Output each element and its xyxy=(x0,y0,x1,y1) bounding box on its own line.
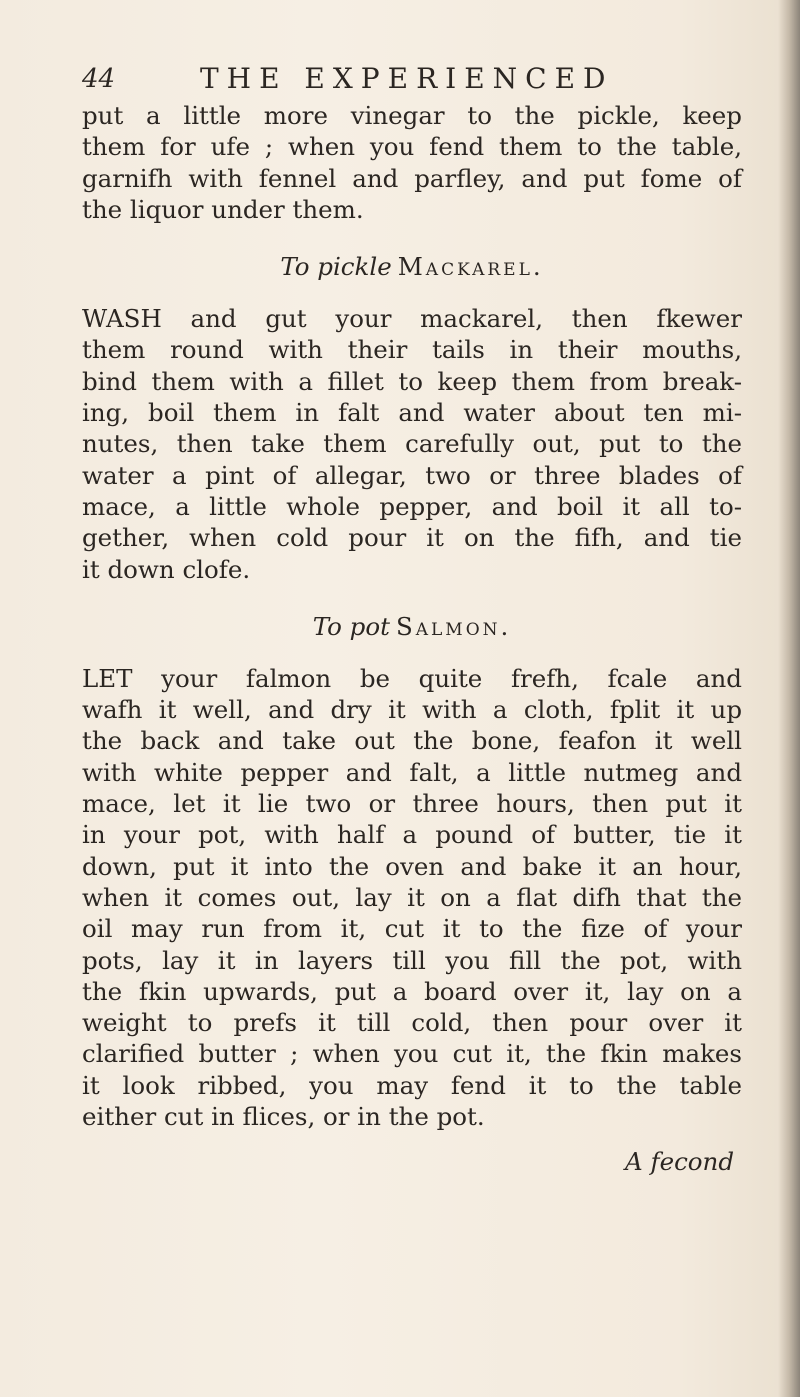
text-line: nutes, then take them carefully out, put to the xyxy=(82,429,742,459)
text-line: ing, boil them in falt and water about ten mi- xyxy=(82,398,742,428)
section-heading-mackarel xyxy=(82,239,742,295)
text-line: garnifh with fennel and parfley, and put fome of xyxy=(82,163,742,193)
text-line: the fkin upwards, put a board over it, lay on a xyxy=(82,976,742,1006)
page-number: 44 xyxy=(82,64,116,94)
catchword: A fecond xyxy=(625,1147,734,1177)
page-spine-shadow xyxy=(778,0,800,1397)
text-line: with white pepper and falt, a little nutmeg and xyxy=(82,757,742,787)
text-line: LET your falmon be quite frefh, fcale and xyxy=(82,663,742,693)
text-line: WASH and gut your mackarel, then fkewer xyxy=(82,304,742,334)
text-line: mace, a little whole pepper, and boil it all to- xyxy=(82,491,742,521)
text-line: in your pot, with half a pound of butter, tie it xyxy=(82,820,742,850)
running-head: THE EXPERIENCED xyxy=(200,62,614,95)
page-header xyxy=(82,62,702,102)
text-line: them round with their tails in their mouths, xyxy=(82,335,742,365)
recipe-paragraph-salmon xyxy=(82,663,742,1132)
heading-title: Salmon. xyxy=(395,611,512,641)
text-line: either cut in flices, or in the pot. xyxy=(82,1102,485,1132)
text-line: clarified butter ; when you cut it, the fkin makes xyxy=(82,1039,742,1069)
text-line: water a pint of allegar, two or three blades of xyxy=(82,460,742,490)
text-line: pots, lay it in layers till you fill the pot, with xyxy=(82,945,742,975)
recipe-paragraph-mackarel xyxy=(82,303,742,585)
heading-prefix: To pickle xyxy=(280,252,392,282)
section-heading-salmon xyxy=(82,599,742,655)
text-line: it down clofe. xyxy=(82,554,251,584)
text-line: the back and take out the bone, feafon it well xyxy=(82,726,742,756)
text-line: them for ufe ; when you fend them to the table, xyxy=(82,132,742,162)
text-line: bind them with a fillet to keep them from break- xyxy=(82,366,742,396)
text-line: oil may run from it, cut it to the fize of your xyxy=(82,914,742,944)
text-line: the liquor under them. xyxy=(82,194,364,224)
heading-title: Mackarel. xyxy=(397,252,544,282)
text-line: it look ribbed, you may fend it to the table xyxy=(82,1070,742,1100)
text-line: when it comes out, lay it on a flat difh that the xyxy=(82,882,742,912)
text-block xyxy=(82,100,742,1182)
intro-paragraph xyxy=(82,100,742,225)
text-line: put a little more vinegar to the pickle, keep xyxy=(82,101,742,130)
text-line: down, put it into the oven and bake it an hour, xyxy=(82,851,742,881)
text-line: wafh it well, and dry it with a cloth, fplit it up xyxy=(82,695,742,725)
text-line: mace, let it lie two or three hours, then put it xyxy=(82,789,742,819)
text-line: gether, when cold pour it on the fifh, and tie xyxy=(82,523,742,553)
heading-prefix: To pot xyxy=(312,611,390,641)
text-line: weight to prefs it till cold, then pour over it xyxy=(82,1008,742,1038)
